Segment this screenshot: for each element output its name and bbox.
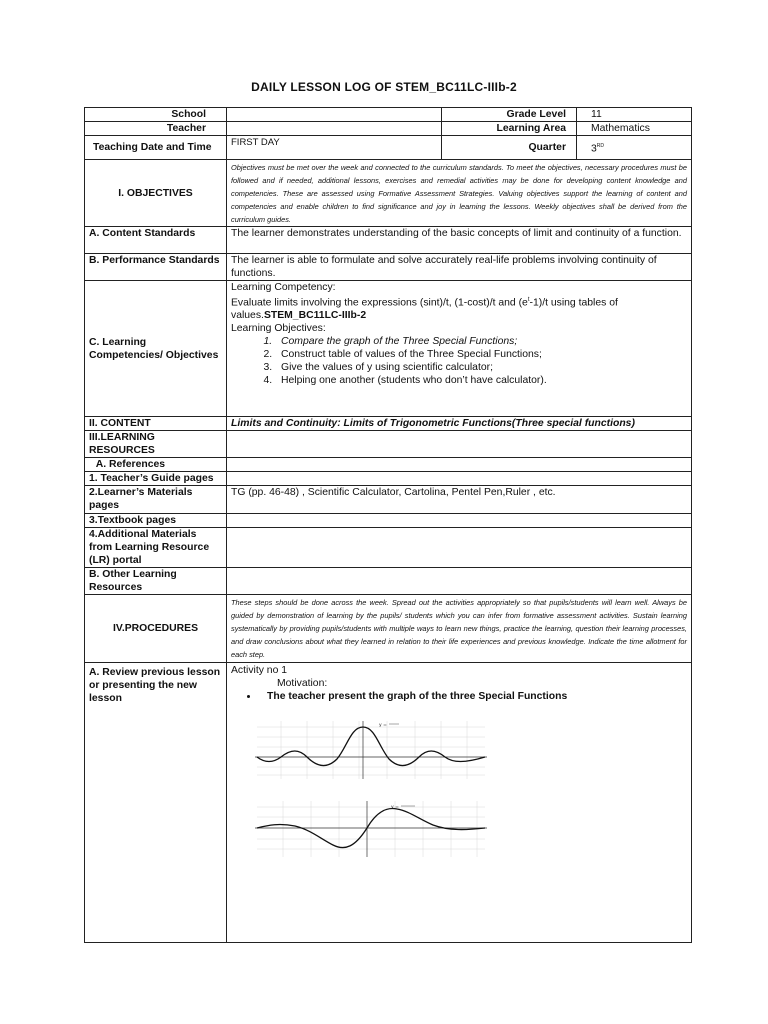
- quarter-suffix: RD: [596, 142, 605, 149]
- learning-area-value: Mathematics: [577, 122, 692, 136]
- competencies-value: [227, 281, 692, 417]
- competency-heading: Learning Competency:: [231, 282, 336, 293]
- competency-code: STEM_BC11LC-IIIb-2: [263, 310, 367, 322]
- objective-item: 1. Compare the graph of the Three Special Functions;: [275, 335, 687, 348]
- quarter-number: 3: [591, 143, 597, 155]
- quarter-value: [577, 136, 692, 160]
- textbook-row: [85, 514, 692, 528]
- activity-label: Activity no 1: [231, 665, 288, 676]
- objectives-heading: Learning Objectives:: [231, 323, 326, 335]
- learners-materials-value: TG (pp. 46-48) , Scientific Calculator, Cartolina, Pentel Pen,Ruler , etc.: [227, 486, 692, 514]
- procedures-note: These steps should be done across the week. Spread out the activities appropriately so that pupils/students will learn well. Always be guided by demonstration of learning by the pupils/ students which you can infer from formative assessment activities. Sustain learning systematically by providing pupils/students with multiple ways to learn new things, practice the learning, question their learning processes, and draw conclusions about what they learned in relation to their life experiences and previous knowledge. Indicate the time allotment for each step.: [227, 595, 692, 663]
- objectives-list: [231, 335, 687, 387]
- sinc-curve: [257, 727, 485, 766]
- other-resources-row: [85, 568, 692, 595]
- content-label: II. CONTENT: [85, 417, 227, 431]
- teaching-date-label: Teaching Date and Time: [85, 136, 227, 160]
- teaching-date-value: FIRST DAY: [227, 136, 442, 160]
- school-row: [85, 108, 692, 122]
- teacher-row: [85, 122, 692, 136]
- competency-exponent: t: [527, 297, 530, 303]
- objectives-label: I. OBJECTIVES: [85, 160, 227, 227]
- svg-text:y =: y =: [391, 805, 399, 810]
- school-label: School: [85, 108, 227, 122]
- learners-materials-row: [85, 486, 692, 514]
- school-value: [227, 108, 442, 122]
- learning-area-label: Learning Area: [442, 122, 577, 136]
- procedures-label: IV.PROCEDURES: [85, 595, 227, 663]
- objective-item: 2. Construct table of values of the Three Special Functions;: [275, 348, 687, 361]
- objective-item: 4. Helping one another (students who don’t have calculator).: [275, 374, 687, 387]
- additional-materials-row: [85, 528, 692, 568]
- resources-label: III.LEARNING RESOURCES: [85, 431, 227, 458]
- teachers-guide-label: 1. Teacher’s Guide pages: [85, 472, 227, 486]
- content-value: Limits and Continuity: Limits of Trigonometric Functions(Three special functions): [227, 417, 692, 431]
- motivation-label: Motivation:: [277, 678, 328, 689]
- competency-text-b: -1)/t using tables of values.: [231, 297, 618, 322]
- review-row: [85, 663, 692, 943]
- content-row: [85, 417, 692, 431]
- quarter-label: Quarter: [442, 136, 577, 160]
- references-row: [85, 458, 692, 472]
- competencies-label: C. Learning Competencies/ Objectives: [85, 281, 227, 417]
- learners-materials-label: 2.Learner’s Materials pages: [85, 486, 227, 514]
- competency-text-a: Evaluate limits involving the expressions (sint)/t, (1-cost)/t and (e: [231, 297, 528, 309]
- date-row: [85, 136, 692, 160]
- performance-standards-value: The learner is able to formulate and solve accurately real-life problems involving continuity of functions.: [227, 254, 692, 281]
- grade-level-label: Grade Level: [442, 108, 577, 122]
- objectives-note: Objectives must be met over the week and connected to the curriculum standards. To meet the objectives, necessary procedures must be followed and if needed, additional lessons, exercises and remedial activities may be done for developing content knowledge and competencies. These are assessed using Formative Assessment Strategies. Valuing objectives support the learning of content and competencies and enable children to find significance and joy in learning the lessons. Weekly objectives shall be derived from the curriculum guides.: [227, 160, 692, 227]
- performance-standards-row: [85, 254, 692, 281]
- references-label: A. References: [109, 458, 222, 471]
- content-standards-row: [85, 227, 692, 254]
- sinc-graph: [251, 719, 491, 781]
- resources-row: [85, 431, 692, 458]
- graph-grid: [257, 721, 485, 779]
- content-standards-value: The learner demonstrates understanding of the basic concepts of limit and continuity of a function.: [227, 227, 692, 254]
- objective-item: 3. Give the values of y using scientific calculator;: [275, 361, 687, 374]
- review-bullet: • The teacher present the graph of the three Special Functions: [259, 690, 687, 703]
- page-title: DAILY LESSON LOG OF STEM_BC11LC-IIIb-2: [251, 80, 517, 94]
- teachers-guide-row: [85, 472, 692, 486]
- procedures-row: [85, 595, 692, 663]
- objectives-row: [85, 160, 692, 227]
- content-standards-label: A. Content Standards: [85, 227, 227, 254]
- lesson-log-table: [84, 107, 692, 943]
- cosine-ratio-graph: [251, 799, 491, 859]
- performance-standards-label: B. Performance Standards: [85, 254, 227, 281]
- teacher-label: Teacher: [85, 122, 227, 136]
- competency-text: [231, 294, 687, 322]
- review-label: A. Review previous lesson or presenting the new lesson: [85, 663, 227, 943]
- grade-level-value: 11: [577, 108, 692, 122]
- review-bullets: [231, 690, 687, 703]
- other-resources-label: B. Other Learning Resources: [85, 568, 227, 595]
- svg-text:y =: y =: [379, 723, 387, 728]
- competencies-row: [85, 281, 692, 417]
- additional-materials-label: 4.Additional Materials from Learning Resource (LR) portal: [85, 528, 227, 568]
- review-value: [227, 663, 692, 943]
- teacher-value: [227, 122, 442, 136]
- textbook-label: 3.Textbook pages: [85, 514, 227, 528]
